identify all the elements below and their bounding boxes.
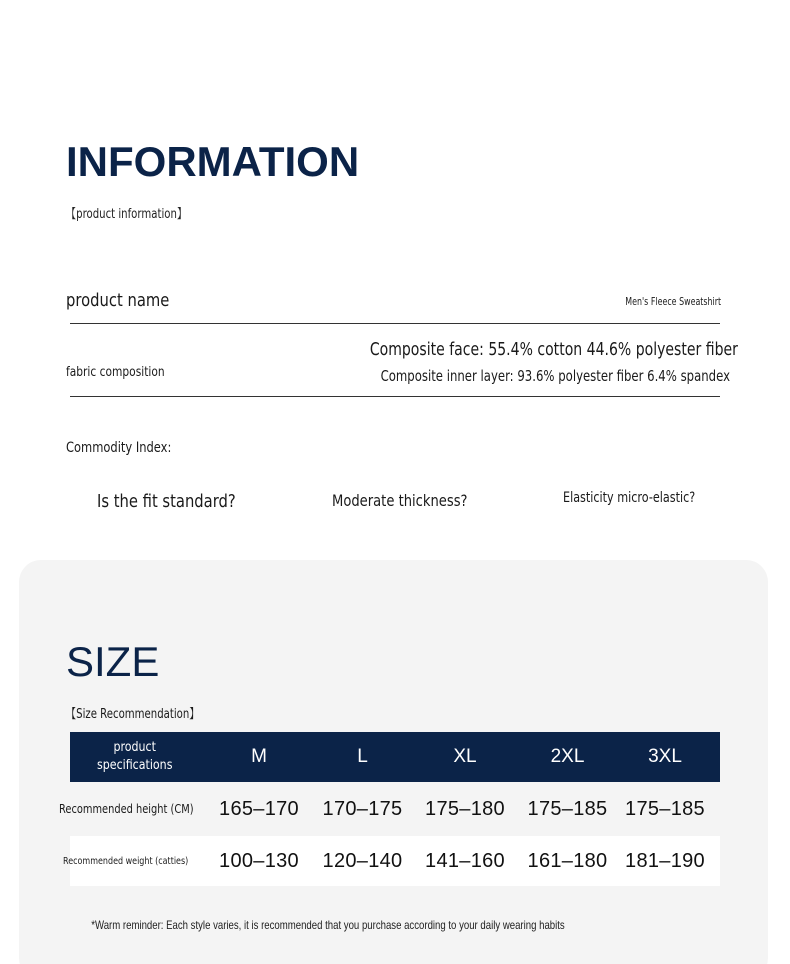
table-cell xyxy=(620,836,710,886)
table-cell xyxy=(213,782,305,836)
header-size-cell xyxy=(415,732,515,782)
fabric-inner-text: Composite inner layer: 93.6% polyester fiber 6.4% spandex xyxy=(380,367,730,385)
height-row-label: Recommended height (CM) xyxy=(59,802,195,816)
fabric-composition-label: fabric composition xyxy=(66,365,165,380)
header-spec-label xyxy=(97,739,172,775)
weight-value: 141–160 xyxy=(425,849,505,872)
index-elasticity: Elasticity micro-elastic? xyxy=(563,490,696,506)
information-subtitle: 【product information】 xyxy=(66,207,188,222)
table-cell xyxy=(415,782,515,836)
table-cell xyxy=(310,782,415,836)
weight-value: 120–140 xyxy=(322,849,403,872)
header-size-cell xyxy=(515,732,620,782)
size-label: L xyxy=(357,746,368,767)
product-name-label: product name xyxy=(66,290,170,311)
table-row-weight xyxy=(63,836,720,886)
weight-value: 181–190 xyxy=(625,849,705,872)
weight-value: 161–180 xyxy=(527,849,608,872)
height-value: 175–180 xyxy=(425,797,505,820)
height-value: 175–185 xyxy=(527,797,608,820)
size-label: 3XL xyxy=(648,746,682,767)
table-cell xyxy=(620,782,710,836)
size-label: M xyxy=(251,746,267,767)
row-label-cell xyxy=(63,836,213,886)
commodity-index-label: Commodity Index: xyxy=(66,440,172,456)
table-cell xyxy=(515,782,620,836)
table-cell xyxy=(310,836,415,886)
weight-row-label: Recommended weight (catties) xyxy=(63,855,189,867)
divider-line xyxy=(70,323,720,324)
size-title: SIZE xyxy=(66,638,160,685)
size-subtitle: 【Size Recommendation】 xyxy=(66,707,200,722)
size-label: XL xyxy=(453,746,477,767)
size-label: 2XL xyxy=(550,746,585,767)
header-spec-line2: specifications xyxy=(97,758,173,773)
index-fit: Is the fit standard? xyxy=(97,491,236,512)
header-spec-cell xyxy=(70,732,213,782)
table-cell xyxy=(415,836,515,886)
index-thickness: Moderate thickness? xyxy=(332,491,468,510)
header-size-cell xyxy=(213,732,305,782)
weight-value: 100–130 xyxy=(219,849,299,872)
height-value: 165–170 xyxy=(219,797,299,820)
table-header-row xyxy=(70,732,720,782)
fabric-face-text: Composite face: 55.4% cotton 44.6% polyester fiber xyxy=(369,339,738,360)
header-size-cell xyxy=(620,732,710,782)
table-row-height xyxy=(59,782,720,836)
warm-reminder-text: *Warm reminder: Each style varies, it is recommended that you purchase according to your daily wearing habits xyxy=(91,918,565,932)
height-value: 170–175 xyxy=(322,797,403,820)
table-cell xyxy=(213,836,305,886)
divider-line xyxy=(70,396,720,397)
table-cell xyxy=(515,836,620,886)
size-table xyxy=(59,732,720,886)
information-title: INFORMATION xyxy=(66,138,360,185)
product-name-value: Men's Fleece Sweatshirt xyxy=(625,295,721,308)
height-value: 175–185 xyxy=(625,797,705,820)
row-label-cell xyxy=(59,782,213,836)
header-spec-line1: product xyxy=(113,740,157,755)
header-size-cell xyxy=(310,732,415,782)
